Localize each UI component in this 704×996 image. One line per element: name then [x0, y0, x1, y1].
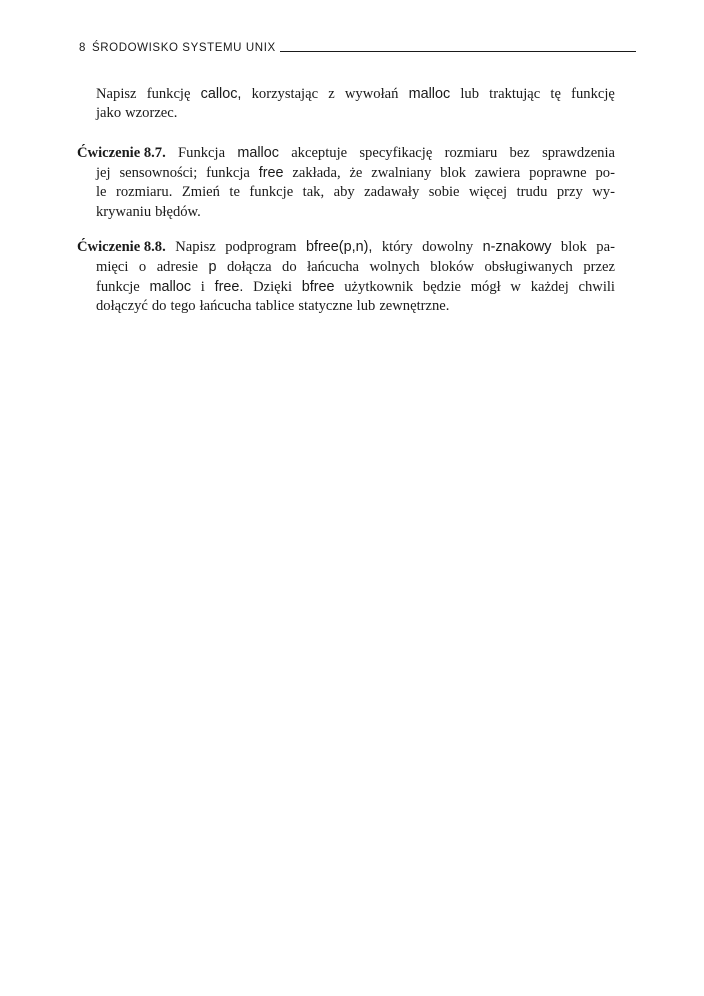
word: że — [349, 165, 363, 181]
word: wolnych — [369, 259, 420, 275]
para1-line-2 — [96, 104, 177, 124]
running-header — [79, 41, 636, 55]
word: lub — [460, 86, 479, 102]
word: pa- — [596, 239, 615, 255]
word: mięci — [96, 259, 129, 275]
word: adresie — [156, 259, 199, 275]
word: rozmiaru. — [116, 184, 173, 200]
page-number: 8 — [79, 42, 86, 54]
word: bez — [509, 145, 530, 161]
word: tak, — [302, 184, 325, 200]
exercise-8-7-line-4 — [96, 203, 201, 223]
word: jako — [96, 105, 122, 121]
word: z — [328, 86, 335, 102]
word: te — [229, 184, 240, 200]
word: łańcucha — [307, 259, 359, 275]
word: wywołań — [344, 86, 399, 102]
word: wzorzec. — [125, 105, 178, 121]
word: który — [381, 239, 413, 255]
word: Napisz — [175, 239, 216, 255]
word: wy- — [592, 184, 615, 200]
exercise-label: Ćwiczenie 8.7. — [77, 145, 166, 161]
word: sensowności; — [119, 165, 198, 181]
word: traktując — [489, 86, 541, 102]
word: o — [138, 259, 147, 275]
code-word: bfree(p,n), — [306, 239, 373, 255]
word: do — [282, 259, 297, 275]
code-word: free — [258, 165, 284, 181]
word: łańcucha — [199, 298, 252, 314]
word: specyfikację — [359, 145, 433, 161]
word: blok — [560, 239, 587, 255]
word: jej — [96, 165, 111, 181]
word: dołącza — [227, 259, 272, 275]
code-word: malloc — [237, 145, 279, 161]
word: po- — [595, 165, 615, 181]
exercise-8-7-line-2 — [96, 164, 615, 184]
word: będzie — [422, 279, 461, 295]
word: przez — [583, 259, 615, 275]
word: korzystając — [251, 86, 319, 102]
word: mógł — [470, 279, 501, 295]
code-word: n-znakowy — [482, 239, 552, 255]
word: podprogram — [225, 239, 297, 255]
word: funkcje — [96, 279, 140, 295]
word: sobie — [428, 184, 460, 200]
exercise-8-8-line-3 — [96, 278, 615, 298]
code-word: bfree — [301, 279, 335, 295]
exercise-label: Ćwiczenie 8.8. — [77, 239, 166, 255]
code-word: free. — [214, 279, 244, 295]
word: rozmiaru — [444, 145, 498, 161]
exercise-8-7-line-3 — [96, 183, 615, 203]
word: bloków — [430, 259, 474, 275]
word: tego — [170, 298, 196, 314]
para1-line-1 — [96, 85, 615, 105]
word: w — [510, 279, 521, 295]
word: le — [96, 184, 107, 200]
word: i — [200, 279, 205, 295]
word: zawiera — [474, 165, 521, 181]
word: funkcja — [206, 165, 250, 181]
word: chwili — [578, 279, 615, 295]
exercise-8-8-line-4 — [96, 297, 449, 317]
word: dowolny — [422, 239, 474, 255]
word: statyczne — [298, 298, 353, 314]
word: obsługiwanych — [484, 259, 573, 275]
word: do — [151, 298, 167, 314]
code-word: calloc, — [200, 86, 242, 102]
word: poprawne — [529, 165, 587, 181]
word: przy — [556, 184, 583, 200]
code-word: malloc — [408, 86, 451, 102]
word: błędów. — [155, 204, 201, 220]
word: dołączyć — [96, 298, 148, 314]
exercise-8-8-line-1 — [77, 238, 615, 258]
word: trudu — [516, 184, 548, 200]
word: sprawdzenia — [542, 145, 615, 161]
word: zadawały — [364, 184, 420, 200]
word: każdej — [530, 279, 569, 295]
code-word: p — [208, 259, 217, 275]
word: lub — [356, 298, 376, 314]
exercise-8-7-line-1 — [77, 144, 615, 164]
word: blok — [440, 165, 467, 181]
word: Zmień — [181, 184, 220, 200]
exercise-8-8-line-2 — [96, 258, 615, 278]
word: więcej — [469, 184, 508, 200]
word: zewnętrzne. — [379, 298, 450, 314]
code-word: malloc — [149, 279, 192, 295]
word: tę — [550, 86, 561, 102]
word: tablice — [255, 298, 295, 314]
word: zakłada, — [292, 165, 341, 181]
word: akceptuje — [291, 145, 348, 161]
word: krywaniu — [96, 204, 152, 220]
word: Napisz — [96, 86, 137, 102]
word: funkcje — [249, 184, 294, 200]
word: aby — [333, 184, 355, 200]
word: funkcję — [571, 86, 615, 102]
word: funkcję — [146, 86, 191, 102]
word: Funkcja — [178, 145, 226, 161]
header-rule — [280, 51, 636, 52]
word: zwalniany — [371, 165, 432, 181]
word: użytkownik — [344, 279, 414, 295]
running-title: ŚRODOWISKO SYSTEMU UNIX — [92, 42, 276, 54]
word: Dzięki — [253, 279, 292, 295]
